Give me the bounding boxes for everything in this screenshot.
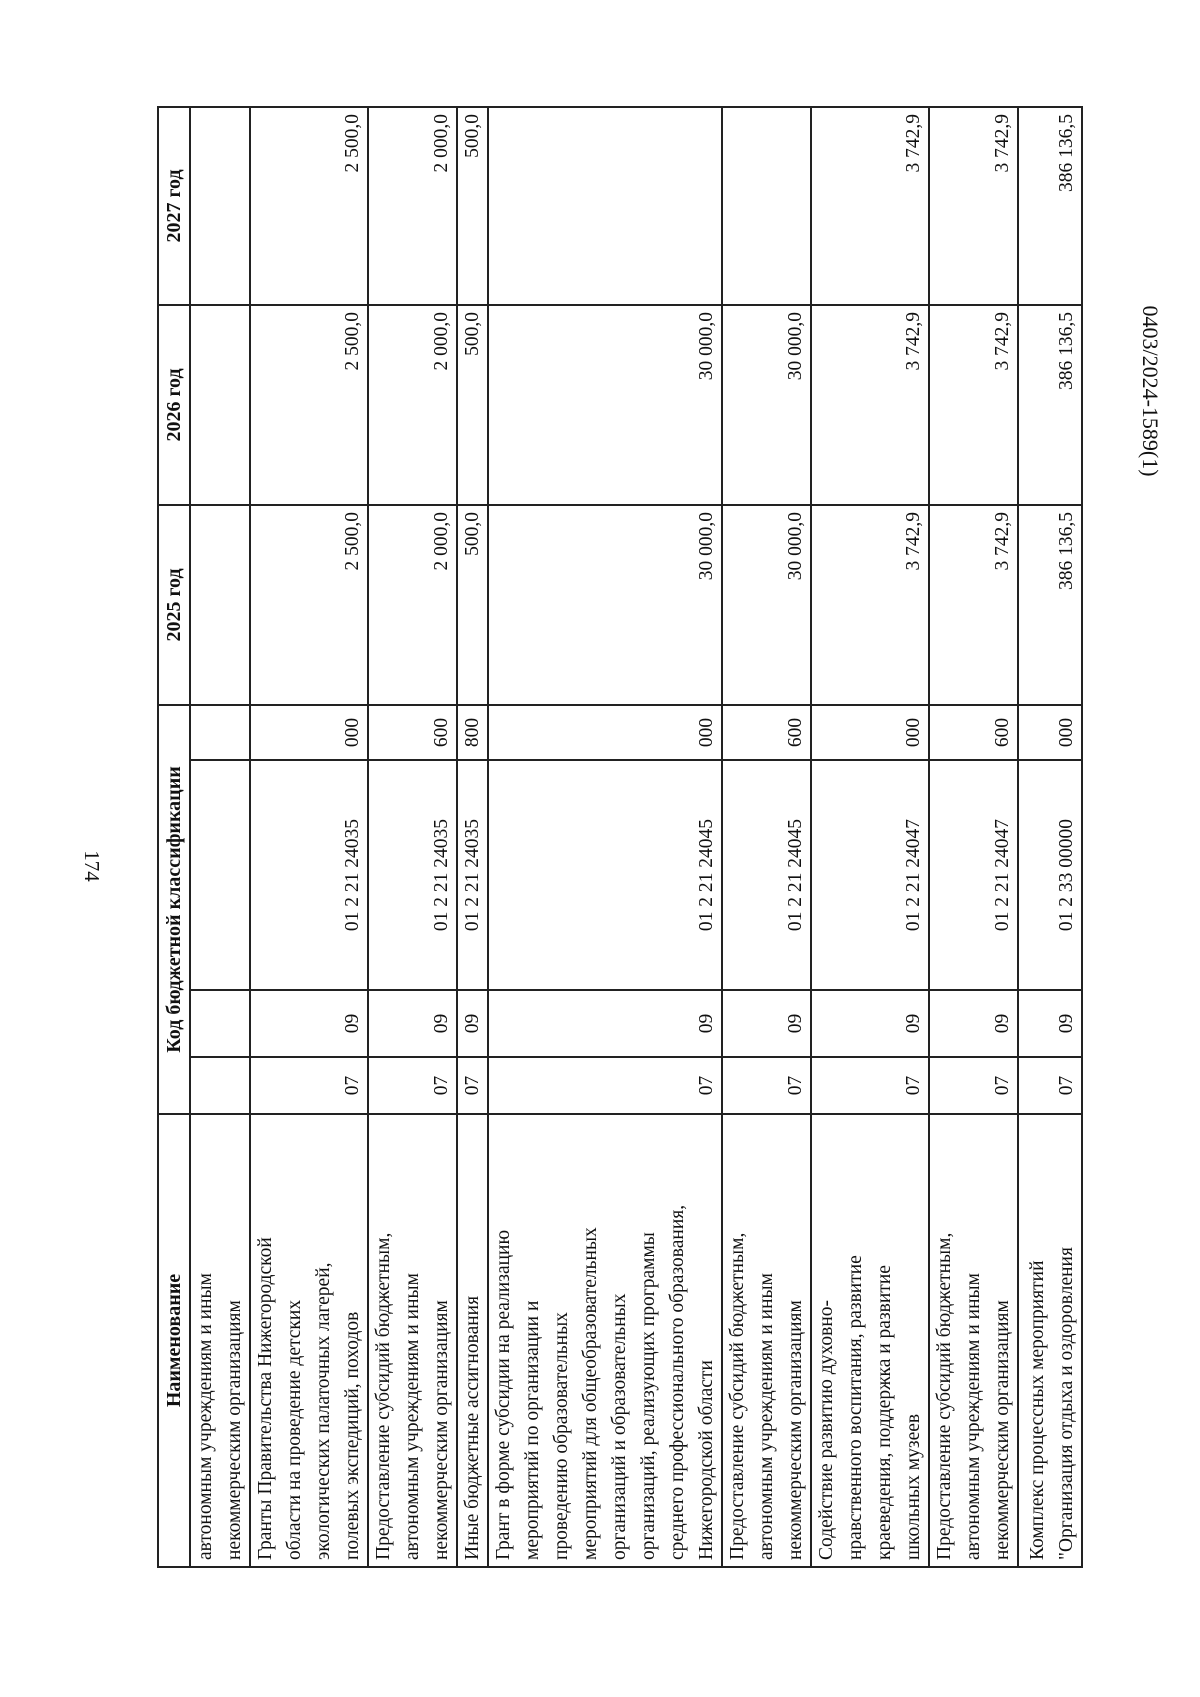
value-2026: 2 000,0 xyxy=(368,305,457,505)
code-expense-type: 800 xyxy=(457,705,488,760)
code-target-article: 01 2 21 24047 xyxy=(811,760,929,990)
value-2026: 30 000,0 xyxy=(488,305,722,505)
row-name: Предоставление субсидий бюджетным, автономным учреждениям и иным некоммерческим организациям xyxy=(722,1114,811,1567)
code-expense-type: 000 xyxy=(488,705,722,760)
code-subsection xyxy=(190,990,250,1057)
value-2026: 386 136,5 xyxy=(1018,305,1082,505)
code-section: 07 xyxy=(1018,1057,1082,1114)
table-row xyxy=(929,107,1018,1567)
code-subsection: 09 xyxy=(368,990,457,1057)
code-section xyxy=(190,1057,250,1114)
code-target-article: 01 2 21 24047 xyxy=(929,760,1018,990)
code-target-article: 01 2 21 24035 xyxy=(457,760,488,990)
table-row xyxy=(811,107,929,1567)
value-2027 xyxy=(722,107,811,305)
value-2026 xyxy=(190,305,250,505)
header-2025: 2025 год xyxy=(158,505,190,705)
table-row xyxy=(368,107,457,1567)
value-2025 xyxy=(190,505,250,705)
value-2025: 2 000,0 xyxy=(368,505,457,705)
code-expense-type: 000 xyxy=(1018,705,1082,760)
code-target-article: 01 2 33 00000 xyxy=(1018,760,1082,990)
value-2026: 30 000,0 xyxy=(722,305,811,505)
code-section: 07 xyxy=(811,1057,929,1114)
code-subsection: 09 xyxy=(722,990,811,1057)
header-budget-code: Код бюджетной классификации xyxy=(158,705,190,1114)
value-2025: 30 000,0 xyxy=(722,505,811,705)
code-section: 07 xyxy=(722,1057,811,1114)
code-target-article xyxy=(190,760,250,990)
code-section: 07 xyxy=(929,1057,1018,1114)
code-section: 07 xyxy=(250,1057,368,1114)
code-target-article: 01 2 21 24045 xyxy=(722,760,811,990)
code-subsection: 09 xyxy=(929,990,1018,1057)
value-2025: 3 742,9 xyxy=(811,505,929,705)
value-2025: 386 136,5 xyxy=(1018,505,1082,705)
value-2027: 386 136,5 xyxy=(1018,107,1082,305)
code-section: 07 xyxy=(488,1057,722,1114)
row-name: автономным учреждениям и иным некоммерческим организациям xyxy=(190,1114,250,1567)
value-2026: 3 742,9 xyxy=(811,305,929,505)
code-subsection: 09 xyxy=(811,990,929,1057)
row-name: Предоставление субсидий бюджетным, автономным учреждениям и иным некоммерческим организациям xyxy=(929,1114,1018,1567)
value-2026: 500,0 xyxy=(457,305,488,505)
value-2027: 3 742,9 xyxy=(929,107,1018,305)
value-2027: 2 000,0 xyxy=(368,107,457,305)
row-name: Гранты Правительства Нижегородской области на проведение детских экологических палаточных лагерей, полевых экспедиций, походов xyxy=(250,1114,368,1567)
page-number: 174 xyxy=(80,850,104,882)
table-row xyxy=(488,107,722,1567)
code-subsection: 09 xyxy=(1018,990,1082,1057)
row-name: Грант в форме субсидии на реализацию мероприятий по организации и проведению образовательных мероприятий для общеобразовательных организаций и образовательных организаций, реализующих программы среднего профессионального образования, Нижегородской области xyxy=(488,1114,722,1567)
code-section: 07 xyxy=(457,1057,488,1114)
value-2027 xyxy=(190,107,250,305)
document-code: 0403/2024-1589(1) xyxy=(1138,305,1163,477)
code-expense-type: 000 xyxy=(811,705,929,760)
row-name: Предоставление субсидий бюджетным, автономным учреждениям и иным некоммерческим организациям xyxy=(368,1114,457,1567)
table-row xyxy=(722,107,811,1567)
budget-table-container xyxy=(157,108,1077,1568)
value-2027 xyxy=(488,107,722,305)
budget-table xyxy=(157,106,1083,1568)
table-header-row xyxy=(158,107,190,1567)
row-name: Содействие развитию духовно- нравственного воспитания, развитие краеведения, поддержка и развитие школьных музеев xyxy=(811,1114,929,1567)
value-2027: 500,0 xyxy=(457,107,488,305)
code-expense-type: 000 xyxy=(250,705,368,760)
code-target-article: 01 2 21 24035 xyxy=(250,760,368,990)
table-row xyxy=(457,107,488,1567)
row-name: Комплекс процессных мероприятий "Организация отдыха и оздоровления xyxy=(1018,1114,1082,1567)
header-2027: 2027 год xyxy=(158,107,190,305)
value-2025: 2 500,0 xyxy=(250,505,368,705)
value-2027: 3 742,9 xyxy=(811,107,929,305)
header-name: Наименование xyxy=(158,1114,190,1567)
code-subsection: 09 xyxy=(250,990,368,1057)
row-name: Иные бюджетные ассигнования xyxy=(457,1114,488,1567)
code-subsection: 09 xyxy=(488,990,722,1057)
code-expense-type: 600 xyxy=(368,705,457,760)
value-2025: 3 742,9 xyxy=(929,505,1018,705)
value-2025: 30 000,0 xyxy=(488,505,722,705)
table-row xyxy=(1018,107,1082,1567)
value-2027: 2 500,0 xyxy=(250,107,368,305)
code-expense-type: 600 xyxy=(929,705,1018,760)
code-section: 07 xyxy=(368,1057,457,1114)
code-expense-type: 600 xyxy=(722,705,811,760)
table-row xyxy=(250,107,368,1567)
value-2026: 2 500,0 xyxy=(250,305,368,505)
value-2026: 3 742,9 xyxy=(929,305,1018,505)
table-row xyxy=(190,107,250,1567)
code-subsection: 09 xyxy=(457,990,488,1057)
value-2025: 500,0 xyxy=(457,505,488,705)
code-target-article: 01 2 21 24045 xyxy=(488,760,722,990)
code-expense-type xyxy=(190,705,250,760)
header-2026: 2026 год xyxy=(158,305,190,505)
code-target-article: 01 2 21 24035 xyxy=(368,760,457,990)
